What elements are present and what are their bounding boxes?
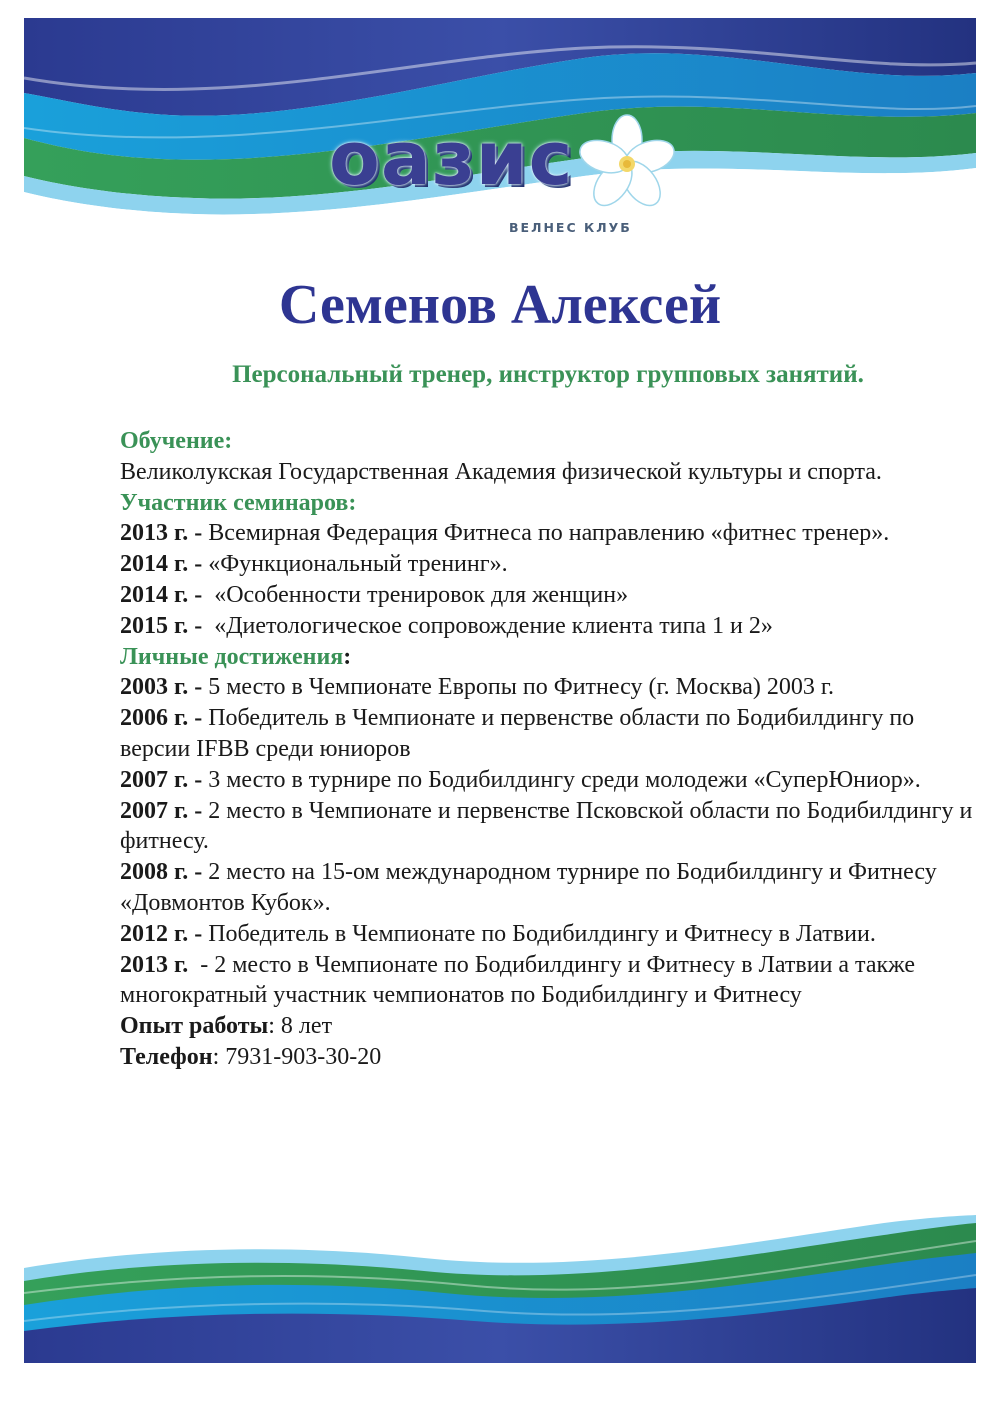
achievement-item — [120, 796, 980, 858]
resume-content — [120, 426, 980, 1073]
seminar-year: 2014 г. - — [120, 581, 203, 608]
achievement-year: 2003 г. - — [120, 674, 203, 701]
achievement-item — [120, 703, 980, 765]
achievement-year: 2012 г. - — [120, 920, 203, 947]
seminar-item — [120, 611, 980, 642]
seminar-year: 2013 г. - — [120, 520, 203, 547]
achievement-text: 2 место на 15-ом международном турнире по Бодибилдингу и Фитнесу «Довмонтов Кубок». — [120, 859, 937, 916]
achievement-text: 3 место в турнире по Бодибилдингу среди молодежи «СуперЮниор». — [208, 766, 921, 793]
seminar-year: 2014 г. - — [120, 551, 203, 578]
achievement-text: 5 место в Чемпионате Европы по Фитнесу (г. Москва) 2003 г. — [208, 674, 835, 701]
seminars-heading: Участник семинаров: — [120, 489, 357, 516]
education-text: Великолукская Государственная Академия физической культуры и спорта. — [120, 458, 882, 485]
achievement-text: - 2 место в Чемпионате по Бодибилдингу и Фитнесу в Латвии а также многократный участник чемпионатов по Бодибилдингу и Фитнесу — [120, 951, 916, 1009]
seminar-item — [120, 518, 980, 549]
brand-logo — [319, 118, 679, 248]
experience-line — [120, 1011, 980, 1042]
experience-label: Опыт работы — [120, 1013, 269, 1040]
achievement-text: 2 место в Чемпионате и первенстве Псковской области по Бодибилдингу и фитнесу. — [120, 797, 973, 855]
bottom-waves-decoration — [24, 1213, 976, 1363]
seminar-item — [120, 549, 980, 580]
achievement-item — [120, 950, 980, 1012]
seminar-item — [120, 580, 980, 611]
achievement-year: 2007 г. - — [120, 797, 203, 824]
achievement-year: 2013 г. — [120, 951, 189, 978]
achievements-heading-text: Личные достижения — [120, 643, 344, 670]
achievement-item — [120, 919, 980, 950]
logo-subtitle: ВЕЛНЕС КЛУБ — [509, 220, 632, 235]
education-heading: Обучение: — [120, 428, 233, 454]
achievement-text: Победитель в Чемпионате по Бодибилдингу и Фитнесу в Латвии. — [208, 920, 876, 947]
phone-line — [120, 1042, 980, 1073]
flower-icon — [577, 112, 677, 212]
trainer-name: Семенов Алексей — [278, 274, 722, 336]
achievement-year: 2006 г. - — [120, 705, 203, 732]
achievement-year: 2007 г. - — [120, 766, 203, 793]
seminar-text: Всемирная Федерация Фитнеса по направлению «фитнес тренер». — [208, 520, 890, 547]
achievement-item — [120, 672, 980, 703]
trainer-position: Персональный тренер, инструктор групповых занятий. — [232, 361, 864, 388]
logo-wordmark: оазис — [329, 116, 574, 202]
achievement-text: Победитель в Чемпионате и первенстве области по Бодибилдингу по версии IFBB среди юниоров — [120, 705, 915, 762]
achievements-heading — [120, 642, 980, 673]
achievements-heading-colon: : — [343, 643, 352, 670]
phone-label: Телефон — [120, 1043, 213, 1070]
experience-value: : 8 лет — [268, 1013, 333, 1040]
achievement-year: 2008 г. - — [120, 859, 203, 886]
achievement-item — [120, 857, 980, 919]
achievement-item — [120, 765, 980, 796]
seminar-year: 2015 г. - — [120, 612, 203, 639]
seminar-text: «Диетологическое сопровождение клиента типа 1 и 2» — [214, 612, 773, 639]
seminar-text: «Особенности тренировок для женщин» — [214, 581, 629, 608]
seminar-text: «Функциональный тренинг». — [208, 551, 508, 578]
phone-value: : 7931-903-30-20 — [212, 1043, 382, 1070]
